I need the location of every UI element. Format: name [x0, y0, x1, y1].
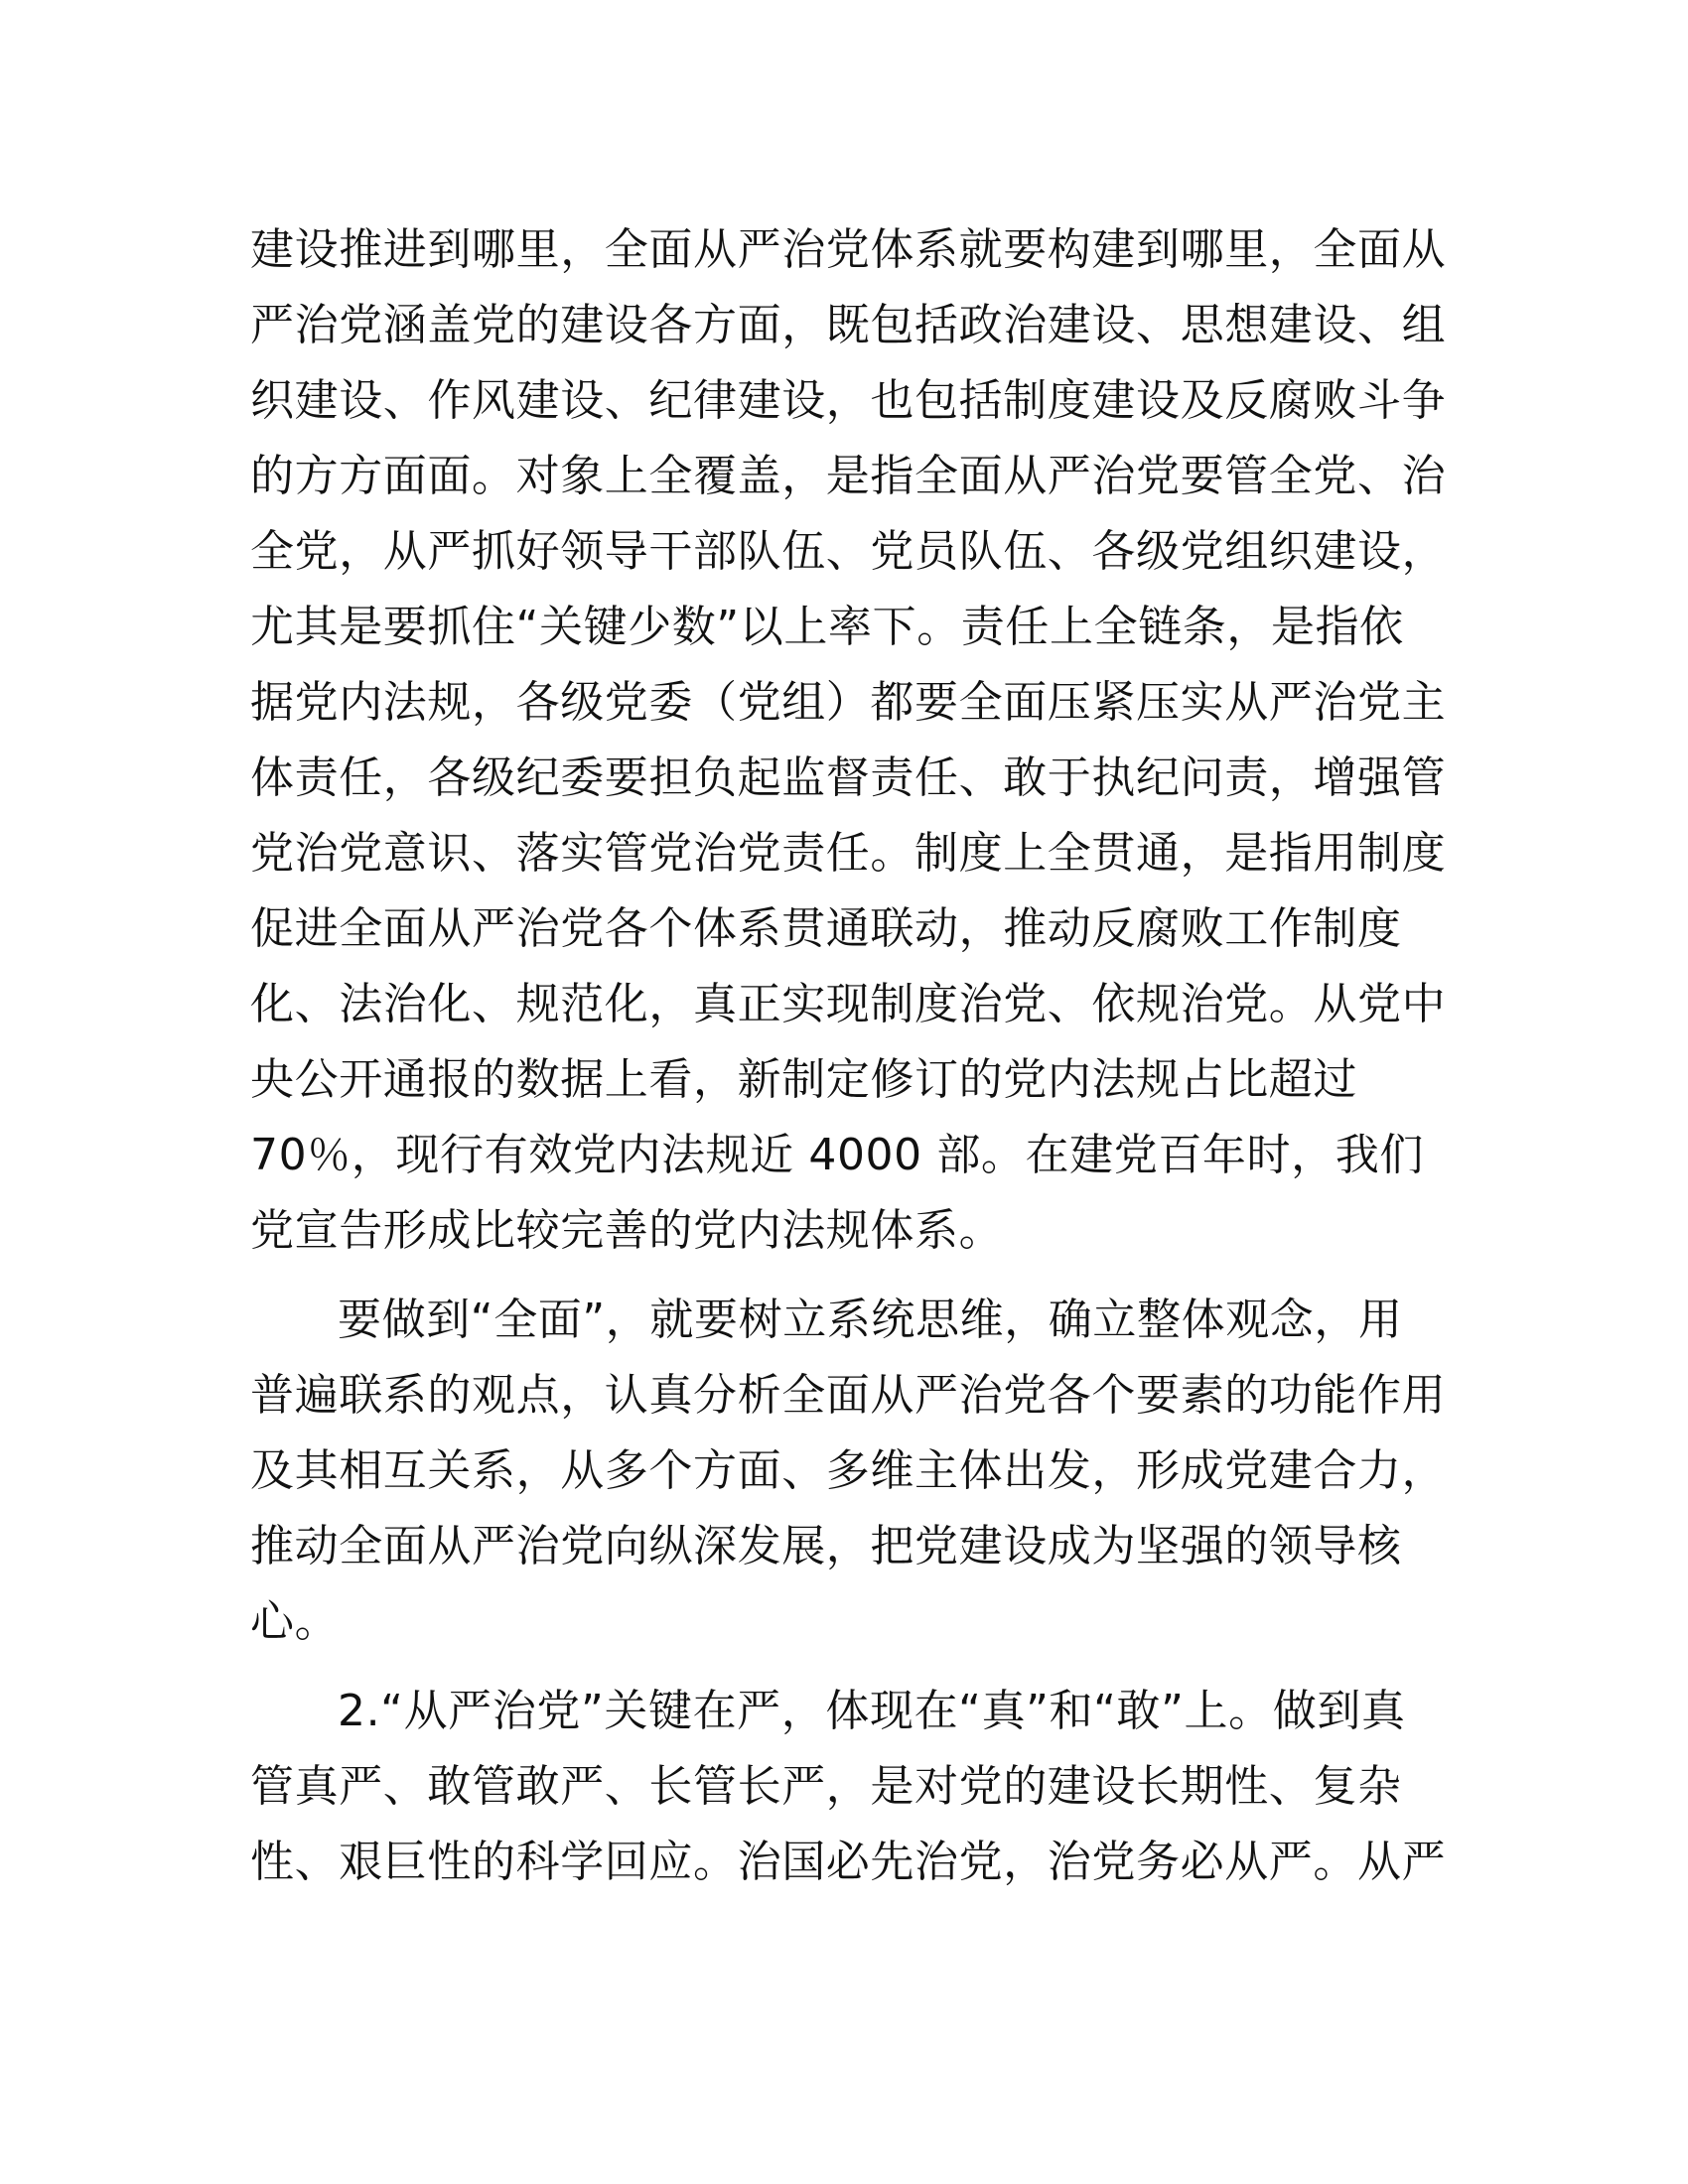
text-line: 推动全面从严治党向纵深发展，把党建设成为坚强的领导核: [250, 1521, 1402, 1571]
text-line: 建设推进到哪里，全面从严治党体系就要构建到哪里，全面从: [250, 224, 1447, 275]
text-line: 的方方面面。对象上全覆盖，是指全面从严治党要管全党、治: [250, 451, 1447, 501]
document-body: [250, 212, 1447, 1900]
text-line: 心。: [250, 1596, 340, 1647]
text-line: 织建设、作风建设、纪律建设，也包括制度建设及反腐败斗争: [250, 375, 1447, 426]
text-line: 党宣告形成比较完善的党内法规体系。: [250, 1205, 1004, 1256]
text-line: 党治党意识、落实管党治党责任。制度上全贯通，是指用制度: [250, 828, 1447, 879]
paragraph-2: [250, 1283, 1447, 1660]
text-line: 化、法治化、规范化，真正实现制度治党、依规治党。从党中: [250, 979, 1447, 1029]
text-line: 据党内法规，各级党委（党组）都要全面压紧压实从严治党主: [250, 677, 1447, 728]
text-line: 尤其是要抓住“关键少数”以上率下。责任上全链条，是指依: [250, 602, 1404, 652]
text-line: 促进全面从严治党各个体系贯通联动，推动反腐败工作制度: [250, 903, 1402, 954]
text-line: 性、艰巨性的科学回应。治国必先治党，治党务必从严。从严: [250, 1837, 1447, 1887]
text-line: 70％，现行有效党内法规近 4000 部。在建党百年时，我们: [250, 1130, 1424, 1180]
text-line: 央公开通报的数据上看，新制定修订的党内法规占比超过: [250, 1054, 1357, 1105]
paragraph-spacer: [250, 1660, 1442, 1674]
text-line: 管真严、敢管敢严、长管长严，是对党的建设长期性、复杂: [250, 1761, 1402, 1812]
text-line: 体责任，各级纪委要担负起监督责任、敢于执纪问责，增强管: [250, 752, 1447, 803]
text-line: 及其相互关系，从多个方面、多维主体出发，形成党建合力，: [250, 1445, 1447, 1496]
text-line: 2.“从严治党”关键在严，体现在“真”和“敢”上。做到真: [338, 1686, 1406, 1736]
paragraph-1: [250, 212, 1447, 1269]
text-line: 严治党涵盖党的建设各方面，既包括政治建设、思想建设、组: [250, 300, 1447, 350]
paragraph-spacer: [250, 1269, 1442, 1283]
paragraph-3: [250, 1674, 1447, 1900]
text-line: 要做到“全面”，就要树立系统思维，确立整体观念，用: [338, 1295, 1403, 1345]
text-line: 普遍联系的观点，认真分析全面从严治党各个要素的功能作用: [250, 1370, 1447, 1421]
text-line: 全党，从严抓好领导干部队伍、党员队伍、各级党组织建设，: [250, 526, 1447, 577]
